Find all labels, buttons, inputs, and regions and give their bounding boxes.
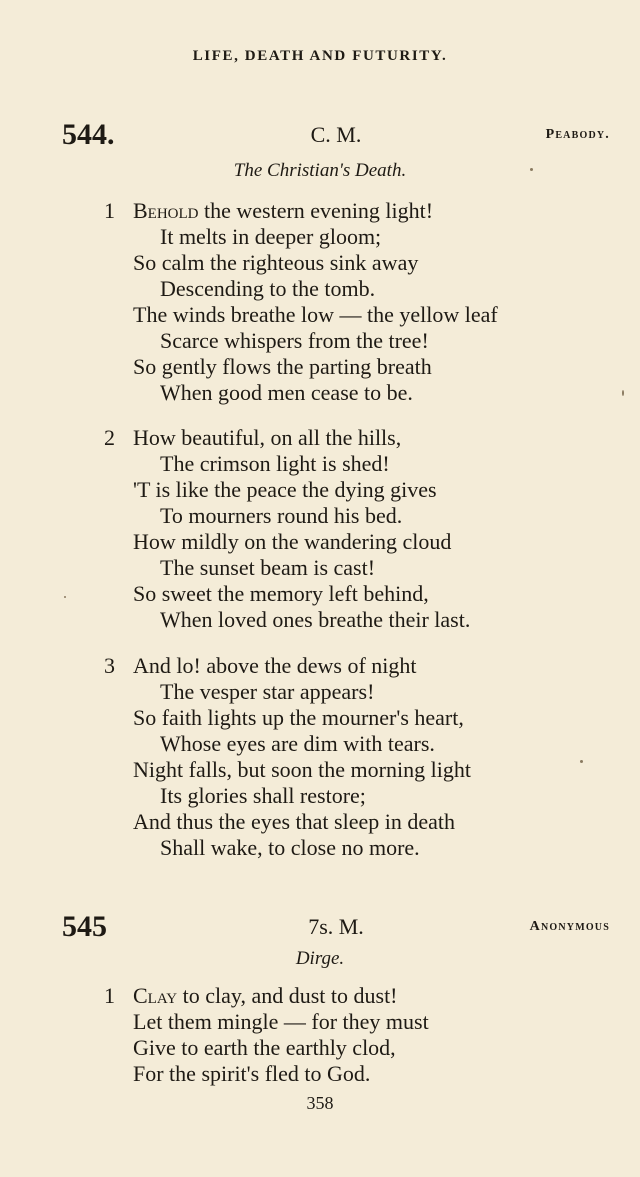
verse-line: Give to earth the earthly clod, (133, 1035, 396, 1060)
verse-line: For the spirit's fled to God. (133, 1061, 371, 1086)
hymn-meter: C. M. (310, 122, 362, 147)
verse-line: So sweet the memory left behind, (133, 581, 429, 606)
verse-line: The winds breathe low — the yellow leaf (133, 302, 498, 327)
paper-speck (580, 760, 583, 763)
verse-text: to clay, and dust to dust! (177, 983, 398, 1008)
initial-word: Behold (133, 198, 199, 223)
verse-line: Shall wake, to close no more. (160, 835, 420, 860)
verse-line: The crimson light is shed! (160, 451, 390, 476)
hymn-author: Anonymous (529, 919, 610, 934)
verse-line: The vesper star appears! (160, 679, 375, 704)
verse-line: So faith lights up the mourner's heart, (133, 705, 464, 730)
hymn-title: The Christian's Death. (233, 160, 407, 181)
paper-speck (64, 596, 66, 598)
verse-line: Night falls, but soon the morning light (133, 757, 471, 782)
stanza-number: 1 (104, 198, 115, 223)
verse-text: the western evening light! (198, 198, 434, 223)
verse-line: Whose eyes are dim with tears. (160, 731, 435, 756)
hymn-title: Dirge. (295, 948, 345, 969)
stanza (104, 425, 624, 633)
verse-line (104, 983, 624, 1009)
stanza-number: 3 (104, 653, 115, 678)
hymn-number: 545 (62, 910, 107, 943)
initial-word: Clay (133, 983, 178, 1008)
hymn-header (62, 910, 610, 944)
stanza-number: 1 (104, 983, 115, 1008)
verse-line: To mourners round his bed. (160, 503, 403, 528)
verse-line: When good men cease to be. (160, 380, 413, 405)
verse-line (104, 198, 624, 224)
verse-line: 'T is like the peace the dying gives (133, 477, 437, 502)
verse-line: When loved ones breathe their last. (160, 607, 471, 632)
verse-line: Its glories shall restore; (160, 783, 366, 808)
verse-line: Descending to the tomb. (160, 276, 376, 301)
verse-text: And lo! above the dews of night (133, 653, 417, 678)
verse-line (104, 653, 624, 679)
stanza (104, 983, 624, 1087)
paper-speck (622, 390, 624, 396)
verse-line (104, 425, 624, 451)
hymn-header (62, 118, 610, 152)
page-number: 358 (306, 1093, 334, 1113)
running-head: LIFE, DEATH AND FUTURITY. (192, 48, 448, 64)
verse-line: It melts in deeper gloom; (160, 224, 382, 249)
hymn-number: 544. (62, 118, 115, 151)
verse-line: Let them mingle — for they must (133, 1009, 429, 1034)
verse-line: Scarce whispers from the tree! (160, 328, 429, 353)
verse-line: And thus the eyes that sleep in death (133, 809, 455, 834)
stanza (104, 198, 624, 406)
paper-speck (530, 168, 533, 171)
verse-text: How beautiful, on all the hills, (133, 425, 402, 450)
verse-line: The sunset beam is cast! (160, 555, 376, 580)
stanza-number: 2 (104, 425, 115, 450)
verse-line: So calm the righteous sink away (133, 250, 419, 275)
verse-line: How mildly on the wandering cloud (133, 529, 452, 554)
verse-line: So gently flows the parting breath (133, 354, 432, 379)
hymn-author: Peabody. (545, 127, 610, 142)
hymn-meter: 7s. M. (308, 914, 364, 939)
stanza (104, 653, 624, 861)
